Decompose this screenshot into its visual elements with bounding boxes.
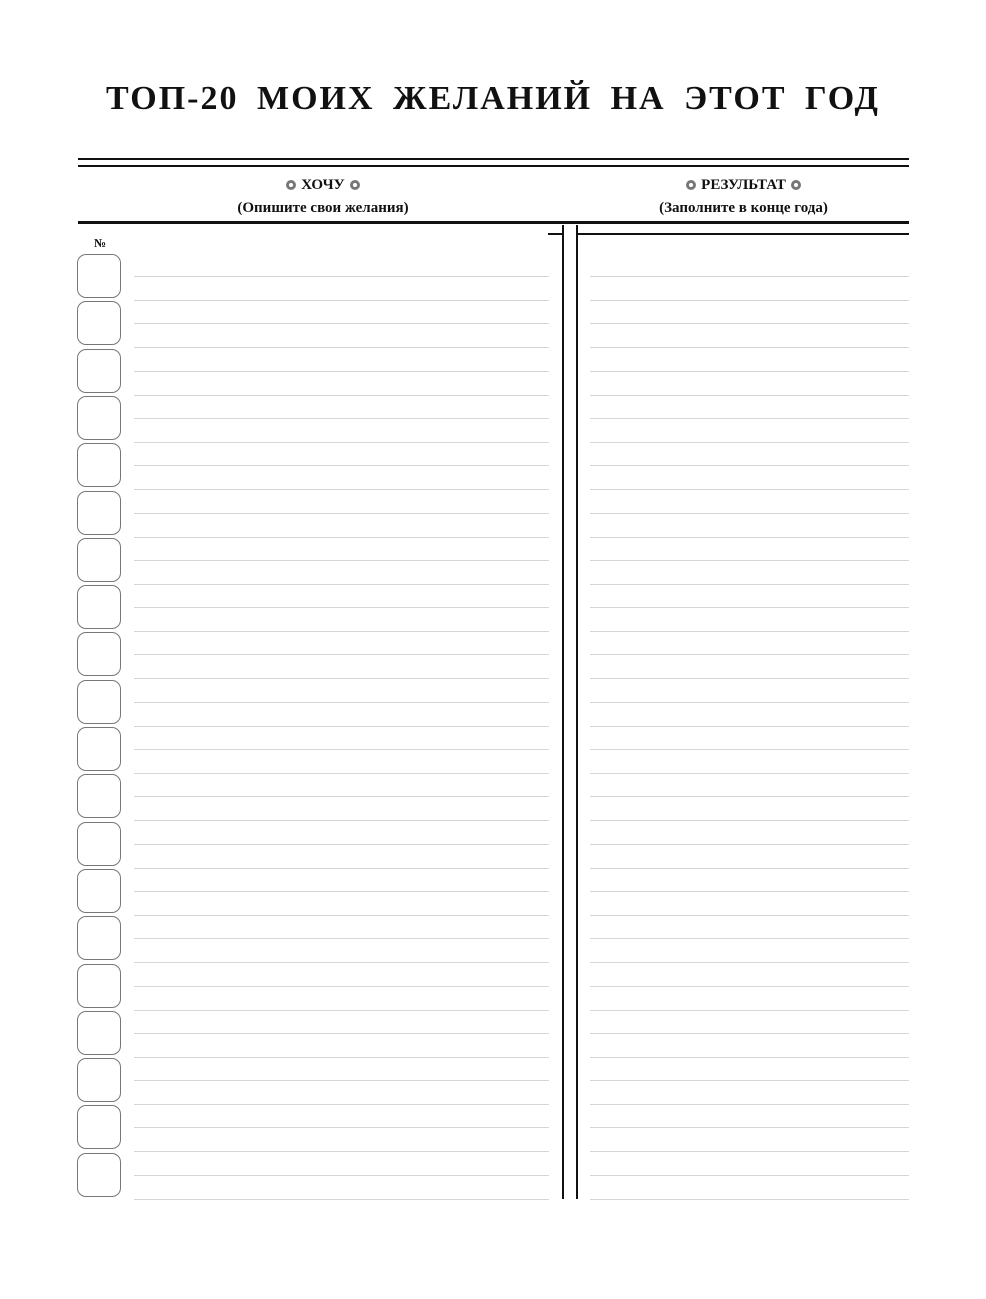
number-box[interactable] (77, 1058, 121, 1102)
want-write-line[interactable] (134, 868, 549, 869)
result-write-line[interactable] (590, 726, 909, 727)
want-write-line[interactable] (134, 915, 549, 916)
result-write-line[interactable] (590, 915, 909, 916)
result-write-line[interactable] (590, 1033, 909, 1034)
result-write-line[interactable] (590, 1127, 909, 1128)
want-write-line[interactable] (134, 300, 549, 301)
want-write-line[interactable] (134, 844, 549, 845)
column-divider-left (562, 225, 564, 1199)
result-write-line[interactable] (590, 489, 909, 490)
number-box[interactable] (77, 301, 121, 345)
want-write-line[interactable] (134, 891, 549, 892)
number-box[interactable] (77, 632, 121, 676)
want-write-line[interactable] (134, 820, 549, 821)
want-write-line[interactable] (134, 938, 549, 939)
want-hint: (Опишите свои желания) (237, 200, 409, 216)
result-write-line[interactable] (590, 844, 909, 845)
number-label: № (94, 236, 107, 250)
want-write-line[interactable] (134, 465, 549, 466)
result-write-line[interactable] (590, 938, 909, 939)
want-write-line[interactable] (134, 1199, 549, 1200)
result-write-line[interactable] (590, 1199, 909, 1200)
result-write-line[interactable] (590, 1010, 909, 1011)
want-write-line[interactable] (134, 726, 549, 727)
result-write-line[interactable] (590, 276, 909, 277)
want-write-line[interactable] (134, 489, 549, 490)
want-column-header (78, 175, 568, 218)
result-write-line[interactable] (590, 1104, 909, 1105)
want-write-line[interactable] (134, 371, 549, 372)
want-write-line[interactable] (134, 796, 549, 797)
result-write-line[interactable] (590, 347, 909, 348)
result-write-line[interactable] (590, 702, 909, 703)
want-write-line[interactable] (134, 347, 549, 348)
want-write-line[interactable] (134, 1080, 549, 1081)
want-write-line[interactable] (134, 607, 549, 608)
result-write-line[interactable] (590, 868, 909, 869)
want-write-line[interactable] (134, 1175, 549, 1176)
result-write-line[interactable] (590, 820, 909, 821)
result-write-line[interactable] (590, 749, 909, 750)
swirl-ornament-icon (350, 180, 360, 190)
page-title: ТОП-20 МОИХ ЖЕЛАНИЙ НА ЭТОТ ГОД (106, 80, 880, 117)
number-box[interactable] (77, 774, 121, 818)
want-write-line[interactable] (134, 323, 549, 324)
column-divider-right (576, 225, 578, 1199)
result-write-line[interactable] (590, 962, 909, 963)
number-box[interactable] (77, 396, 121, 440)
want-write-line[interactable] (134, 537, 549, 538)
want-write-line[interactable] (134, 678, 549, 679)
result-write-line[interactable] (590, 465, 909, 466)
want-write-line[interactable] (134, 631, 549, 632)
swirl-ornament-icon (791, 180, 801, 190)
result-write-line[interactable] (590, 513, 909, 514)
want-write-line[interactable] (134, 773, 549, 774)
number-box[interactable] (77, 727, 121, 771)
number-box[interactable] (77, 538, 121, 582)
result-write-line[interactable] (590, 891, 909, 892)
result-write-line[interactable] (590, 1151, 909, 1152)
want-write-line[interactable] (134, 654, 549, 655)
result-write-line[interactable] (590, 323, 909, 324)
want-write-line[interactable] (134, 395, 549, 396)
number-box[interactable] (77, 1105, 121, 1149)
result-write-line[interactable] (590, 371, 909, 372)
want-label: ХОЧУ (301, 177, 345, 193)
top-double-rule-1 (78, 158, 909, 160)
want-write-line[interactable] (134, 1151, 549, 1152)
want-write-line[interactable] (134, 1127, 549, 1128)
number-box[interactable] (77, 916, 121, 960)
number-box[interactable] (77, 443, 121, 487)
column-divider-hook-right (576, 233, 909, 235)
result-write-line[interactable] (590, 442, 909, 443)
result-write-line[interactable] (590, 418, 909, 419)
result-write-line[interactable] (590, 678, 909, 679)
want-write-line[interactable] (134, 749, 549, 750)
result-write-line[interactable] (590, 986, 909, 987)
result-write-line[interactable] (590, 631, 909, 632)
number-box[interactable] (77, 349, 121, 393)
swirl-ornament-icon (686, 180, 696, 190)
top-double-rule-2 (78, 165, 909, 167)
want-write-line[interactable] (134, 986, 549, 987)
column-divider-hook-left (548, 233, 564, 235)
result-write-line[interactable] (590, 654, 909, 655)
number-box[interactable] (77, 680, 121, 724)
number-box[interactable] (77, 254, 121, 298)
result-column-header (578, 175, 909, 218)
want-write-line[interactable] (134, 1033, 549, 1034)
result-write-line[interactable] (590, 395, 909, 396)
result-write-line[interactable] (590, 560, 909, 561)
number-box[interactable] (77, 585, 121, 629)
want-write-line[interactable] (134, 418, 549, 419)
want-write-line[interactable] (134, 513, 549, 514)
want-write-line[interactable] (134, 962, 549, 963)
number-box[interactable] (77, 964, 121, 1008)
result-write-line[interactable] (590, 1057, 909, 1058)
result-write-line[interactable] (590, 584, 909, 585)
want-write-line[interactable] (134, 1010, 549, 1011)
result-write-line[interactable] (590, 537, 909, 538)
result-write-line[interactable] (590, 773, 909, 774)
result-write-line[interactable] (590, 300, 909, 301)
number-box[interactable] (77, 822, 121, 866)
header-bottom-rule (78, 221, 909, 224)
number-box[interactable] (77, 1153, 121, 1197)
swirl-ornament-icon (286, 180, 296, 190)
result-write-line[interactable] (590, 1080, 909, 1081)
number-box[interactable] (77, 869, 121, 913)
want-write-line[interactable] (134, 1104, 549, 1105)
want-write-line[interactable] (134, 584, 549, 585)
number-box[interactable] (77, 1011, 121, 1055)
want-write-line[interactable] (134, 560, 549, 561)
result-write-line[interactable] (590, 607, 909, 608)
result-write-line[interactable] (590, 796, 909, 797)
want-write-line[interactable] (134, 442, 549, 443)
want-write-line[interactable] (134, 702, 549, 703)
want-write-line[interactable] (134, 1057, 549, 1058)
want-write-line[interactable] (134, 276, 549, 277)
result-write-line[interactable] (590, 1175, 909, 1176)
result-label: РЕЗУЛЬТАТ (701, 177, 786, 193)
number-box[interactable] (77, 491, 121, 535)
result-hint: (Заполните в конце года) (659, 200, 828, 216)
